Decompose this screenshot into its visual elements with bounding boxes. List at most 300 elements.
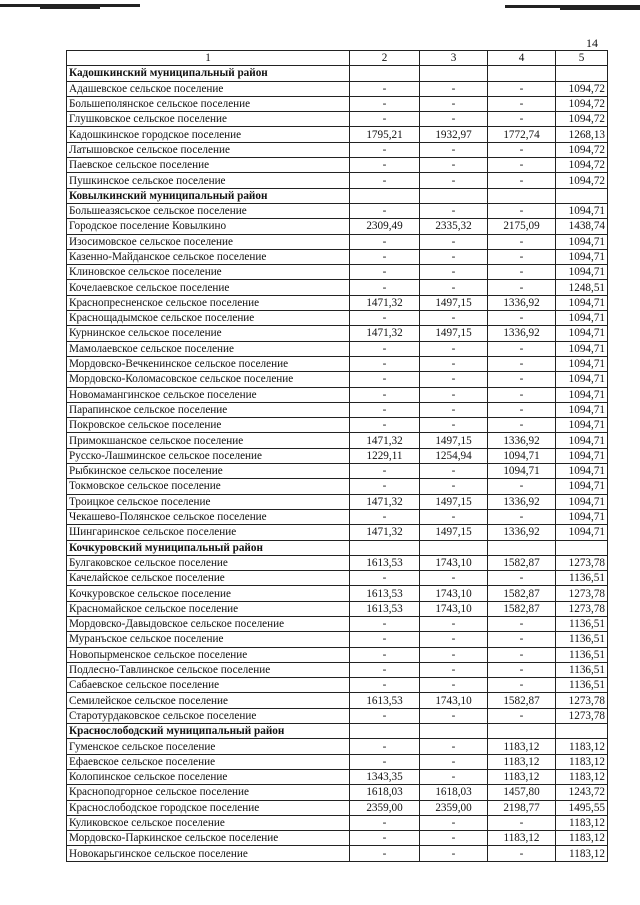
table-row bbox=[67, 295, 608, 310]
value-cell: 2175,09 bbox=[488, 219, 556, 234]
value-cell: 1613,53 bbox=[350, 555, 420, 570]
value-cell: 1273,78 bbox=[556, 586, 608, 601]
value-cell: 1094,71 bbox=[556, 265, 608, 280]
settlement-name: Кочкуровское сельское поселение bbox=[67, 586, 350, 601]
district-name: Кадошкинский муниципальный район bbox=[67, 66, 350, 81]
value-cell: 1273,78 bbox=[556, 693, 608, 708]
value-cell: 1094,71 bbox=[556, 295, 608, 310]
value-cell: 1183,12 bbox=[556, 846, 608, 861]
value-cell: - bbox=[488, 203, 556, 218]
table-row bbox=[67, 142, 608, 157]
value-cell: 1094,72 bbox=[556, 81, 608, 96]
settlement-name: Семилейское сельское поселение bbox=[67, 693, 350, 708]
empty-cell bbox=[556, 188, 608, 203]
table-row bbox=[67, 203, 608, 218]
value-cell: - bbox=[420, 739, 488, 754]
value-cell: 1183,12 bbox=[556, 769, 608, 784]
value-cell: - bbox=[488, 479, 556, 494]
empty-cell bbox=[488, 188, 556, 203]
table-row bbox=[67, 158, 608, 173]
value-cell: 1136,51 bbox=[556, 678, 608, 693]
value-cell: - bbox=[420, 387, 488, 402]
value-cell: 1094,71 bbox=[556, 433, 608, 448]
table-row bbox=[67, 433, 608, 448]
value-cell: - bbox=[420, 265, 488, 280]
empty-cell bbox=[556, 66, 608, 81]
value-cell: 1094,72 bbox=[556, 112, 608, 127]
value-cell: 1582,87 bbox=[488, 601, 556, 616]
value-cell: 1183,12 bbox=[488, 769, 556, 784]
value-cell: - bbox=[420, 678, 488, 693]
table-row bbox=[67, 678, 608, 693]
settlement-name: Кадошкинское городское поселение bbox=[67, 127, 350, 142]
value-cell: - bbox=[350, 234, 420, 249]
table-row bbox=[67, 555, 608, 570]
settlement-name: Новомамангинское сельское поселение bbox=[67, 387, 350, 402]
value-cell: - bbox=[420, 173, 488, 188]
value-cell: 1471,32 bbox=[350, 433, 420, 448]
value-cell: 1136,51 bbox=[556, 647, 608, 662]
value-cell: - bbox=[488, 402, 556, 417]
value-cell: 1743,10 bbox=[420, 555, 488, 570]
column-header: 3 bbox=[420, 51, 488, 66]
value-cell: 1497,15 bbox=[420, 326, 488, 341]
value-cell: 1183,12 bbox=[488, 754, 556, 769]
value-cell: 1457,80 bbox=[488, 785, 556, 800]
value-cell: 1136,51 bbox=[556, 662, 608, 677]
value-cell: 1471,32 bbox=[350, 525, 420, 540]
table-row bbox=[67, 387, 608, 402]
value-cell: - bbox=[350, 632, 420, 647]
value-cell: 1136,51 bbox=[556, 571, 608, 586]
settlement-name: Качелайское сельское поселение bbox=[67, 571, 350, 586]
settlement-name: Старотурдаковское сельское поселение bbox=[67, 708, 350, 723]
value-cell: - bbox=[350, 464, 420, 479]
value-cell: 1094,71 bbox=[556, 203, 608, 218]
value-cell: - bbox=[350, 203, 420, 218]
table-row bbox=[67, 127, 608, 142]
value-cell: - bbox=[350, 739, 420, 754]
value-cell: 1094,71 bbox=[556, 479, 608, 494]
value-cell: 1094,71 bbox=[556, 387, 608, 402]
value-cell: 1094,71 bbox=[556, 341, 608, 356]
value-cell: 1495,55 bbox=[556, 800, 608, 815]
empty-cell bbox=[350, 540, 420, 555]
header-row bbox=[67, 51, 608, 66]
page-number: 14 bbox=[586, 36, 598, 50]
value-cell: - bbox=[350, 356, 420, 371]
value-cell: 1094,71 bbox=[556, 326, 608, 341]
value-cell: - bbox=[420, 280, 488, 295]
value-cell: 1336,92 bbox=[488, 295, 556, 310]
district-row bbox=[67, 188, 608, 203]
value-cell: - bbox=[350, 96, 420, 111]
value-cell: - bbox=[350, 341, 420, 356]
settlement-name: Подлесно-Тавлинское сельское поселение bbox=[67, 662, 350, 677]
value-cell: 1743,10 bbox=[420, 586, 488, 601]
value-cell: - bbox=[488, 265, 556, 280]
settlement-name: Троицкое сельское поселение bbox=[67, 494, 350, 509]
value-cell: 1471,32 bbox=[350, 494, 420, 509]
table-row bbox=[67, 326, 608, 341]
value-cell: 1094,71 bbox=[556, 372, 608, 387]
table-row bbox=[67, 81, 608, 96]
table-row bbox=[67, 601, 608, 616]
settlement-name: Изосимовское сельское поселение bbox=[67, 234, 350, 249]
value-cell: 1094,71 bbox=[556, 525, 608, 540]
table-row bbox=[67, 464, 608, 479]
settlement-name: Красноподгорное сельское поселение bbox=[67, 785, 350, 800]
table-row bbox=[67, 341, 608, 356]
value-cell: - bbox=[488, 815, 556, 830]
column-header: 5 bbox=[556, 51, 608, 66]
value-cell: - bbox=[420, 846, 488, 861]
settlement-name: Парапинское сельское поселение bbox=[67, 402, 350, 417]
empty-cell bbox=[420, 188, 488, 203]
value-cell: - bbox=[420, 464, 488, 479]
value-cell: - bbox=[420, 203, 488, 218]
settlement-name: Русско-Лашминское сельское поселение bbox=[67, 448, 350, 463]
settlement-name: Глушковское сельское поселение bbox=[67, 112, 350, 127]
settlement-name: Красномайское сельское поселение bbox=[67, 601, 350, 616]
value-cell: - bbox=[488, 509, 556, 524]
value-cell: - bbox=[420, 112, 488, 127]
value-cell: - bbox=[488, 356, 556, 371]
value-cell: 1094,72 bbox=[556, 96, 608, 111]
settlement-name: Мордовско-Вечкенинское сельское поселение bbox=[67, 356, 350, 371]
table-row bbox=[67, 265, 608, 280]
value-cell: - bbox=[350, 158, 420, 173]
settlement-name: Шингаринское сельское поселение bbox=[67, 525, 350, 540]
value-cell: 1094,71 bbox=[556, 311, 608, 326]
value-cell: - bbox=[420, 402, 488, 417]
value-cell: - bbox=[488, 341, 556, 356]
table-row bbox=[67, 219, 608, 234]
table-row bbox=[67, 96, 608, 111]
value-cell: - bbox=[350, 249, 420, 264]
value-cell: 1743,10 bbox=[420, 601, 488, 616]
table-row bbox=[67, 632, 608, 647]
value-cell: - bbox=[488, 708, 556, 723]
value-cell: 1094,71 bbox=[556, 356, 608, 371]
settlement-name: Казенно-Майданское сельское поселение bbox=[67, 249, 350, 264]
value-cell: - bbox=[350, 402, 420, 417]
table-row bbox=[67, 356, 608, 371]
value-cell: 1613,53 bbox=[350, 601, 420, 616]
value-cell: - bbox=[488, 387, 556, 402]
empty-cell bbox=[488, 540, 556, 555]
value-cell: 1183,12 bbox=[488, 739, 556, 754]
value-cell: - bbox=[350, 509, 420, 524]
value-cell: 1136,51 bbox=[556, 632, 608, 647]
value-cell: 1243,72 bbox=[556, 785, 608, 800]
settlement-name: Новокарьгинское сельское поселение bbox=[67, 846, 350, 861]
settlement-name: Колопинское сельское поселение bbox=[67, 769, 350, 784]
value-cell: 1497,15 bbox=[420, 494, 488, 509]
settlement-name: Кочелаевское сельское поселение bbox=[67, 280, 350, 295]
settlement-name: Булгаковское сельское поселение bbox=[67, 555, 350, 570]
value-cell: - bbox=[350, 311, 420, 326]
empty-cell bbox=[420, 540, 488, 555]
table-row bbox=[67, 372, 608, 387]
settlement-name: Гуменское сельское поселение bbox=[67, 739, 350, 754]
table-row bbox=[67, 815, 608, 830]
district-row bbox=[67, 540, 608, 555]
table-row bbox=[67, 525, 608, 540]
empty-cell bbox=[350, 66, 420, 81]
value-cell: 1094,71 bbox=[556, 494, 608, 509]
table-row bbox=[67, 571, 608, 586]
table-row bbox=[67, 739, 608, 754]
empty-cell bbox=[556, 724, 608, 739]
settlement-name: Большеполянское сельское поселение bbox=[67, 96, 350, 111]
value-cell: - bbox=[420, 96, 488, 111]
settlement-name: Клиновское сельское поселение bbox=[67, 265, 350, 280]
value-cell: 2335,32 bbox=[420, 219, 488, 234]
table-row bbox=[67, 831, 608, 846]
value-cell: - bbox=[488, 142, 556, 157]
value-cell: - bbox=[420, 662, 488, 677]
value-cell: - bbox=[350, 616, 420, 631]
value-cell: 1094,72 bbox=[556, 158, 608, 173]
empty-cell bbox=[488, 66, 556, 81]
table-body bbox=[67, 66, 608, 861]
empty-cell bbox=[488, 724, 556, 739]
settlement-name: Большеазясьское сельское поселение bbox=[67, 203, 350, 218]
district-name: Ковылкинский муниципальный район bbox=[67, 188, 350, 203]
value-cell: 1094,71 bbox=[556, 509, 608, 524]
value-cell: - bbox=[350, 815, 420, 830]
empty-cell bbox=[420, 724, 488, 739]
value-cell: 1094,71 bbox=[556, 464, 608, 479]
value-cell: 1471,32 bbox=[350, 295, 420, 310]
value-cell: 1471,32 bbox=[350, 326, 420, 341]
table-row bbox=[67, 693, 608, 708]
column-header: 1 bbox=[67, 51, 350, 66]
value-cell: - bbox=[350, 81, 420, 96]
value-cell: - bbox=[488, 571, 556, 586]
value-cell: - bbox=[488, 234, 556, 249]
value-cell: 1795,21 bbox=[350, 127, 420, 142]
table-row bbox=[67, 311, 608, 326]
value-cell: - bbox=[420, 356, 488, 371]
empty-cell bbox=[350, 724, 420, 739]
value-cell: - bbox=[350, 387, 420, 402]
table-row bbox=[67, 249, 608, 264]
value-cell: - bbox=[420, 249, 488, 264]
settlement-name: Курнинское сельское поселение bbox=[67, 326, 350, 341]
settlement-name: Токмовское сельское поселение bbox=[67, 479, 350, 494]
value-cell: - bbox=[488, 678, 556, 693]
value-cell: - bbox=[350, 418, 420, 433]
value-cell: - bbox=[420, 479, 488, 494]
value-cell: - bbox=[420, 632, 488, 647]
value-cell: - bbox=[420, 647, 488, 662]
table-row bbox=[67, 494, 608, 509]
value-cell: - bbox=[488, 662, 556, 677]
settlement-name: Муранъское сельское поселение bbox=[67, 632, 350, 647]
data-table bbox=[66, 50, 608, 862]
value-cell: 1343,35 bbox=[350, 769, 420, 784]
value-cell: 1273,78 bbox=[556, 708, 608, 723]
value-cell: 1497,15 bbox=[420, 525, 488, 540]
value-cell: 2198,77 bbox=[488, 800, 556, 815]
table-row bbox=[67, 754, 608, 769]
value-cell: 1183,12 bbox=[556, 739, 608, 754]
value-cell: 1094,72 bbox=[556, 142, 608, 157]
value-cell: 1582,87 bbox=[488, 555, 556, 570]
settlement-name: Краснослободское городское поселение bbox=[67, 800, 350, 815]
settlement-name: Пушкинское сельское поселение bbox=[67, 173, 350, 188]
value-cell: 2359,00 bbox=[420, 800, 488, 815]
value-cell: 2309,49 bbox=[350, 219, 420, 234]
column-header: 2 bbox=[350, 51, 420, 66]
settlement-name: Мамолаевское сельское поселение bbox=[67, 341, 350, 356]
settlement-name: Краснощадымское сельское поселение bbox=[67, 311, 350, 326]
settlement-name: Покровское сельское поселение bbox=[67, 418, 350, 433]
value-cell: - bbox=[488, 311, 556, 326]
value-cell: 1183,12 bbox=[556, 754, 608, 769]
table-row bbox=[67, 280, 608, 295]
value-cell: 1336,92 bbox=[488, 525, 556, 540]
settlement-name: Примокшанское сельское поселение bbox=[67, 433, 350, 448]
district-row bbox=[67, 724, 608, 739]
value-cell: - bbox=[350, 280, 420, 295]
value-cell: - bbox=[350, 647, 420, 662]
settlement-name: Паевское сельское поселение bbox=[67, 158, 350, 173]
value-cell: 1618,03 bbox=[350, 785, 420, 800]
value-cell: 1582,87 bbox=[488, 586, 556, 601]
value-cell: 1229,11 bbox=[350, 448, 420, 463]
value-cell: 1183,12 bbox=[556, 831, 608, 846]
empty-cell bbox=[420, 66, 488, 81]
value-cell: - bbox=[350, 112, 420, 127]
value-cell: 1618,03 bbox=[420, 785, 488, 800]
value-cell: - bbox=[488, 280, 556, 295]
value-cell: - bbox=[350, 678, 420, 693]
table-row bbox=[67, 509, 608, 524]
value-cell: - bbox=[350, 846, 420, 861]
value-cell: 1582,87 bbox=[488, 693, 556, 708]
value-cell: 1094,72 bbox=[556, 173, 608, 188]
value-cell: - bbox=[350, 708, 420, 723]
value-cell: 1336,92 bbox=[488, 494, 556, 509]
empty-cell bbox=[350, 188, 420, 203]
value-cell: 1273,78 bbox=[556, 601, 608, 616]
settlement-name: Адашевское сельское поселение bbox=[67, 81, 350, 96]
value-cell: - bbox=[420, 372, 488, 387]
value-cell: - bbox=[488, 846, 556, 861]
value-cell: - bbox=[420, 418, 488, 433]
value-cell: - bbox=[488, 418, 556, 433]
table-row bbox=[67, 479, 608, 494]
value-cell: - bbox=[350, 173, 420, 188]
table-row bbox=[67, 785, 608, 800]
district-name: Краснослободский муниципальный район bbox=[67, 724, 350, 739]
value-cell: - bbox=[350, 372, 420, 387]
value-cell: - bbox=[488, 372, 556, 387]
table-row bbox=[67, 234, 608, 249]
value-cell: - bbox=[420, 234, 488, 249]
value-cell: 1094,71 bbox=[556, 402, 608, 417]
settlement-name: Новопырменское сельское поселение bbox=[67, 647, 350, 662]
settlement-name: Краснопресненское сельское поселение bbox=[67, 295, 350, 310]
table-row bbox=[67, 173, 608, 188]
value-cell: 1094,71 bbox=[488, 464, 556, 479]
settlement-name: Мордовско-Паркинское сельское поселение bbox=[67, 831, 350, 846]
table-row bbox=[67, 647, 608, 662]
value-cell: 1094,71 bbox=[556, 234, 608, 249]
settlement-name: Чекашево-Полянское сельское поселение bbox=[67, 509, 350, 524]
table-row bbox=[67, 402, 608, 417]
table-row bbox=[67, 418, 608, 433]
value-cell: 1268,13 bbox=[556, 127, 608, 142]
value-cell: 1613,53 bbox=[350, 586, 420, 601]
value-cell: - bbox=[488, 112, 556, 127]
value-cell: 1497,15 bbox=[420, 295, 488, 310]
value-cell: 1094,71 bbox=[556, 448, 608, 463]
table-row bbox=[67, 662, 608, 677]
value-cell: 1183,12 bbox=[556, 815, 608, 830]
value-cell: - bbox=[420, 769, 488, 784]
value-cell: 1273,78 bbox=[556, 555, 608, 570]
value-cell: 1497,15 bbox=[420, 433, 488, 448]
value-cell: - bbox=[420, 158, 488, 173]
value-cell: 1743,10 bbox=[420, 693, 488, 708]
value-cell: - bbox=[420, 831, 488, 846]
value-cell: 1336,92 bbox=[488, 326, 556, 341]
value-cell: 1336,92 bbox=[488, 433, 556, 448]
settlement-name: Ефаевское сельское поселение bbox=[67, 754, 350, 769]
value-cell: 1094,71 bbox=[488, 448, 556, 463]
value-cell: - bbox=[488, 616, 556, 631]
value-cell: 1094,71 bbox=[556, 249, 608, 264]
value-cell: - bbox=[420, 142, 488, 157]
value-cell: 2359,00 bbox=[350, 800, 420, 815]
empty-cell bbox=[556, 540, 608, 555]
value-cell: - bbox=[420, 815, 488, 830]
value-cell: - bbox=[488, 96, 556, 111]
value-cell: - bbox=[350, 571, 420, 586]
value-cell: - bbox=[350, 265, 420, 280]
district-row bbox=[67, 66, 608, 81]
value-cell: 1932,97 bbox=[420, 127, 488, 142]
table-row bbox=[67, 800, 608, 815]
settlement-name: Рыбкинское сельское поселение bbox=[67, 464, 350, 479]
settlement-name: Городское поселение Ковылкино bbox=[67, 219, 350, 234]
value-cell: 1772,74 bbox=[488, 127, 556, 142]
value-cell: - bbox=[350, 662, 420, 677]
settlement-name: Мордовско-Давыдовское сельское поселение bbox=[67, 616, 350, 631]
table-row bbox=[67, 846, 608, 861]
value-cell: - bbox=[488, 632, 556, 647]
value-cell: - bbox=[420, 509, 488, 524]
table-row bbox=[67, 769, 608, 784]
value-cell: - bbox=[488, 81, 556, 96]
settlement-name: Сабаевское сельское поселение bbox=[67, 678, 350, 693]
value-cell: - bbox=[488, 249, 556, 264]
district-name: Кочкуровский муниципальный район bbox=[67, 540, 350, 555]
table-row bbox=[67, 112, 608, 127]
value-cell: 1254,94 bbox=[420, 448, 488, 463]
value-cell: - bbox=[350, 831, 420, 846]
column-header: 4 bbox=[488, 51, 556, 66]
table-row bbox=[67, 448, 608, 463]
table-row bbox=[67, 708, 608, 723]
value-cell: - bbox=[488, 647, 556, 662]
value-cell: - bbox=[420, 341, 488, 356]
value-cell: 1136,51 bbox=[556, 616, 608, 631]
